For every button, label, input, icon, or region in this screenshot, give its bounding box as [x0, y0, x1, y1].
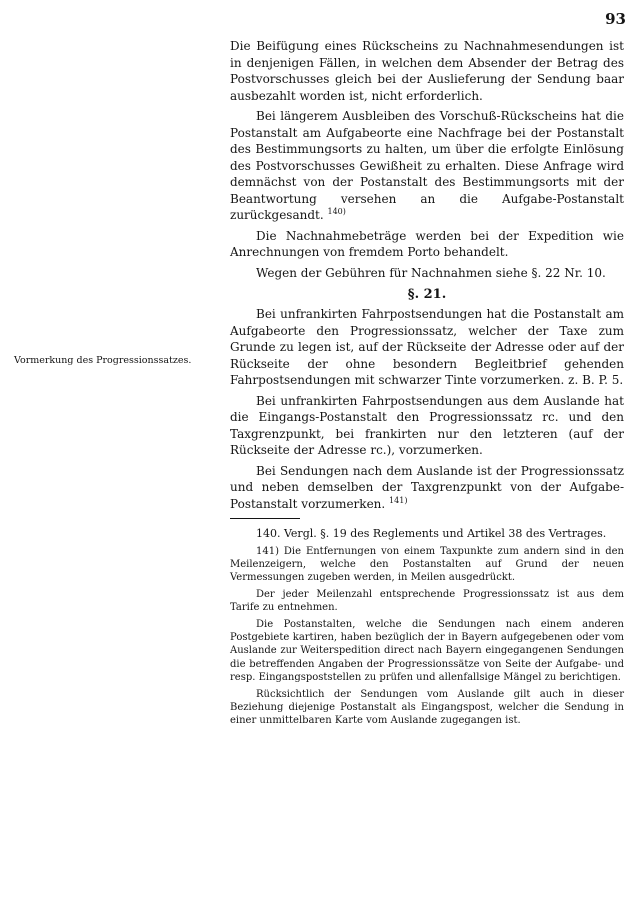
- paragraph: [230, 265, 624, 282]
- footnote-reference-141: 141): [389, 495, 408, 505]
- section-heading: §. 21.: [407, 287, 447, 302]
- footnote: 141) Die Entfernungen von einem Taxpunkte zum andern sind in den Meilenzeigern, welche den Postanstalten auf Grund der neuen Vermessungen zugeben werden, in Meilen ausgedrückt.: [230, 545, 624, 584]
- page-number: 93: [605, 10, 626, 28]
- paragraph-text: Bei unfrankirten Fahrpostsendungen hat die Postanstalt am Aufgabeorte den Progressionssatz, welcher der Taxe zum Grunde zu legen ist, auf der Rückseite der Adresse oder auf der Rückseite der ohne besondern Begleitbrief gehenden Fahrpostsendungen mit schwarzer Tinte vorzumerken. z. B. P. 5.: [230, 307, 624, 387]
- paragraph: [230, 306, 624, 389]
- paragraph-text: Bei Sendungen nach dem Auslande ist der Progressionssatz und neben demselben der Taxgrenzpunkt von der Aufgabe-Postanstalt vorzumerken.: [230, 463, 624, 511]
- paragraph-text: Bei unfrankirten Fahrpostsendungen aus dem Auslande hat die Eingangs-Postanstalt den Progressionssatz rc. und den Taxgrenzpunkt, bei frankirten nur den letzteren (auf der Rückseite der Adresse rc.), vorzumerken.: [230, 393, 624, 457]
- paragraph: [230, 38, 624, 104]
- margin-note: Vormerkung des Progressionssatzes.: [14, 355, 192, 366]
- paragraph: [230, 228, 624, 261]
- footnote-divider: [230, 518, 300, 519]
- paragraph: [230, 108, 624, 224]
- footnote: 140. Vergl. §. 19 des Reglements und Artikel 38 des Vertrages.: [256, 527, 607, 540]
- paragraph-text: Die Beifügung eines Rückscheins zu Nachnahmesendungen ist in denjenigen Fällen, in welchen dem Absender der Betrag des Postvorschusses gleich bei der Auslieferung der Sendung baar ausbezahlt worden ist, nicht erforderlich.: [230, 39, 624, 103]
- footnote: Rücksichtlich der Sendungen vom Auslande gilt auch in dieser Beziehung diejenige Postanstalt als Eingangspost, welcher die Sendung in einer unmittelbaren Karte vom Auslande zugegangen ist.: [230, 688, 624, 727]
- footnote-reference-140: 140): [327, 207, 346, 216]
- paragraph: [230, 463, 624, 513]
- paragraph: [230, 393, 624, 459]
- main-text: [230, 38, 624, 731]
- footnote: Die Postanstalten, welche die Sendungen nach einem anderen Postgebiete kartiren, haben bezüglich der in Bayern aufgegebenen oder vom Auslande zur Weiterspedition direct nach Bayern eingegangenen Sendungen die betreffenden Angaben der Progressionssätze von Seite der Aufgabe- und resp. Eingangspoststellen zu prüfen und allenfallsige Mängel zu berichtigen.: [230, 618, 624, 684]
- paragraph-text: Wegen der Gebühren für Nachnahmen siehe §. 22 Nr. 10.: [256, 265, 606, 280]
- paragraph-text: Bei längerem Ausbleiben des Vorschuß-Rückscheins hat die Postanstalt am Aufgabeorte eine Nachfrage bei der Postanstalt des Bestimmungsorts zu halten, um über die erfolgte Einlösung des Postvorschusses Gewißheit zu erhalten. Diese Anfrage wird demnächst von der Postanstalt des Bestimmungsorts mit der Beantwortung versehen an die Aufgabe-Postanstalt zurückgesandt.: [230, 109, 624, 222]
- footnote: Der jeder Meilenzahl entsprechende Progressionssatz ist aus dem Tarife zu entnehmen.: [230, 588, 624, 614]
- paragraph-text: Die Nachnahmebeträge werden bei der Expedition wie Anrechnungen von fremdem Porto behandelt.: [230, 228, 624, 259]
